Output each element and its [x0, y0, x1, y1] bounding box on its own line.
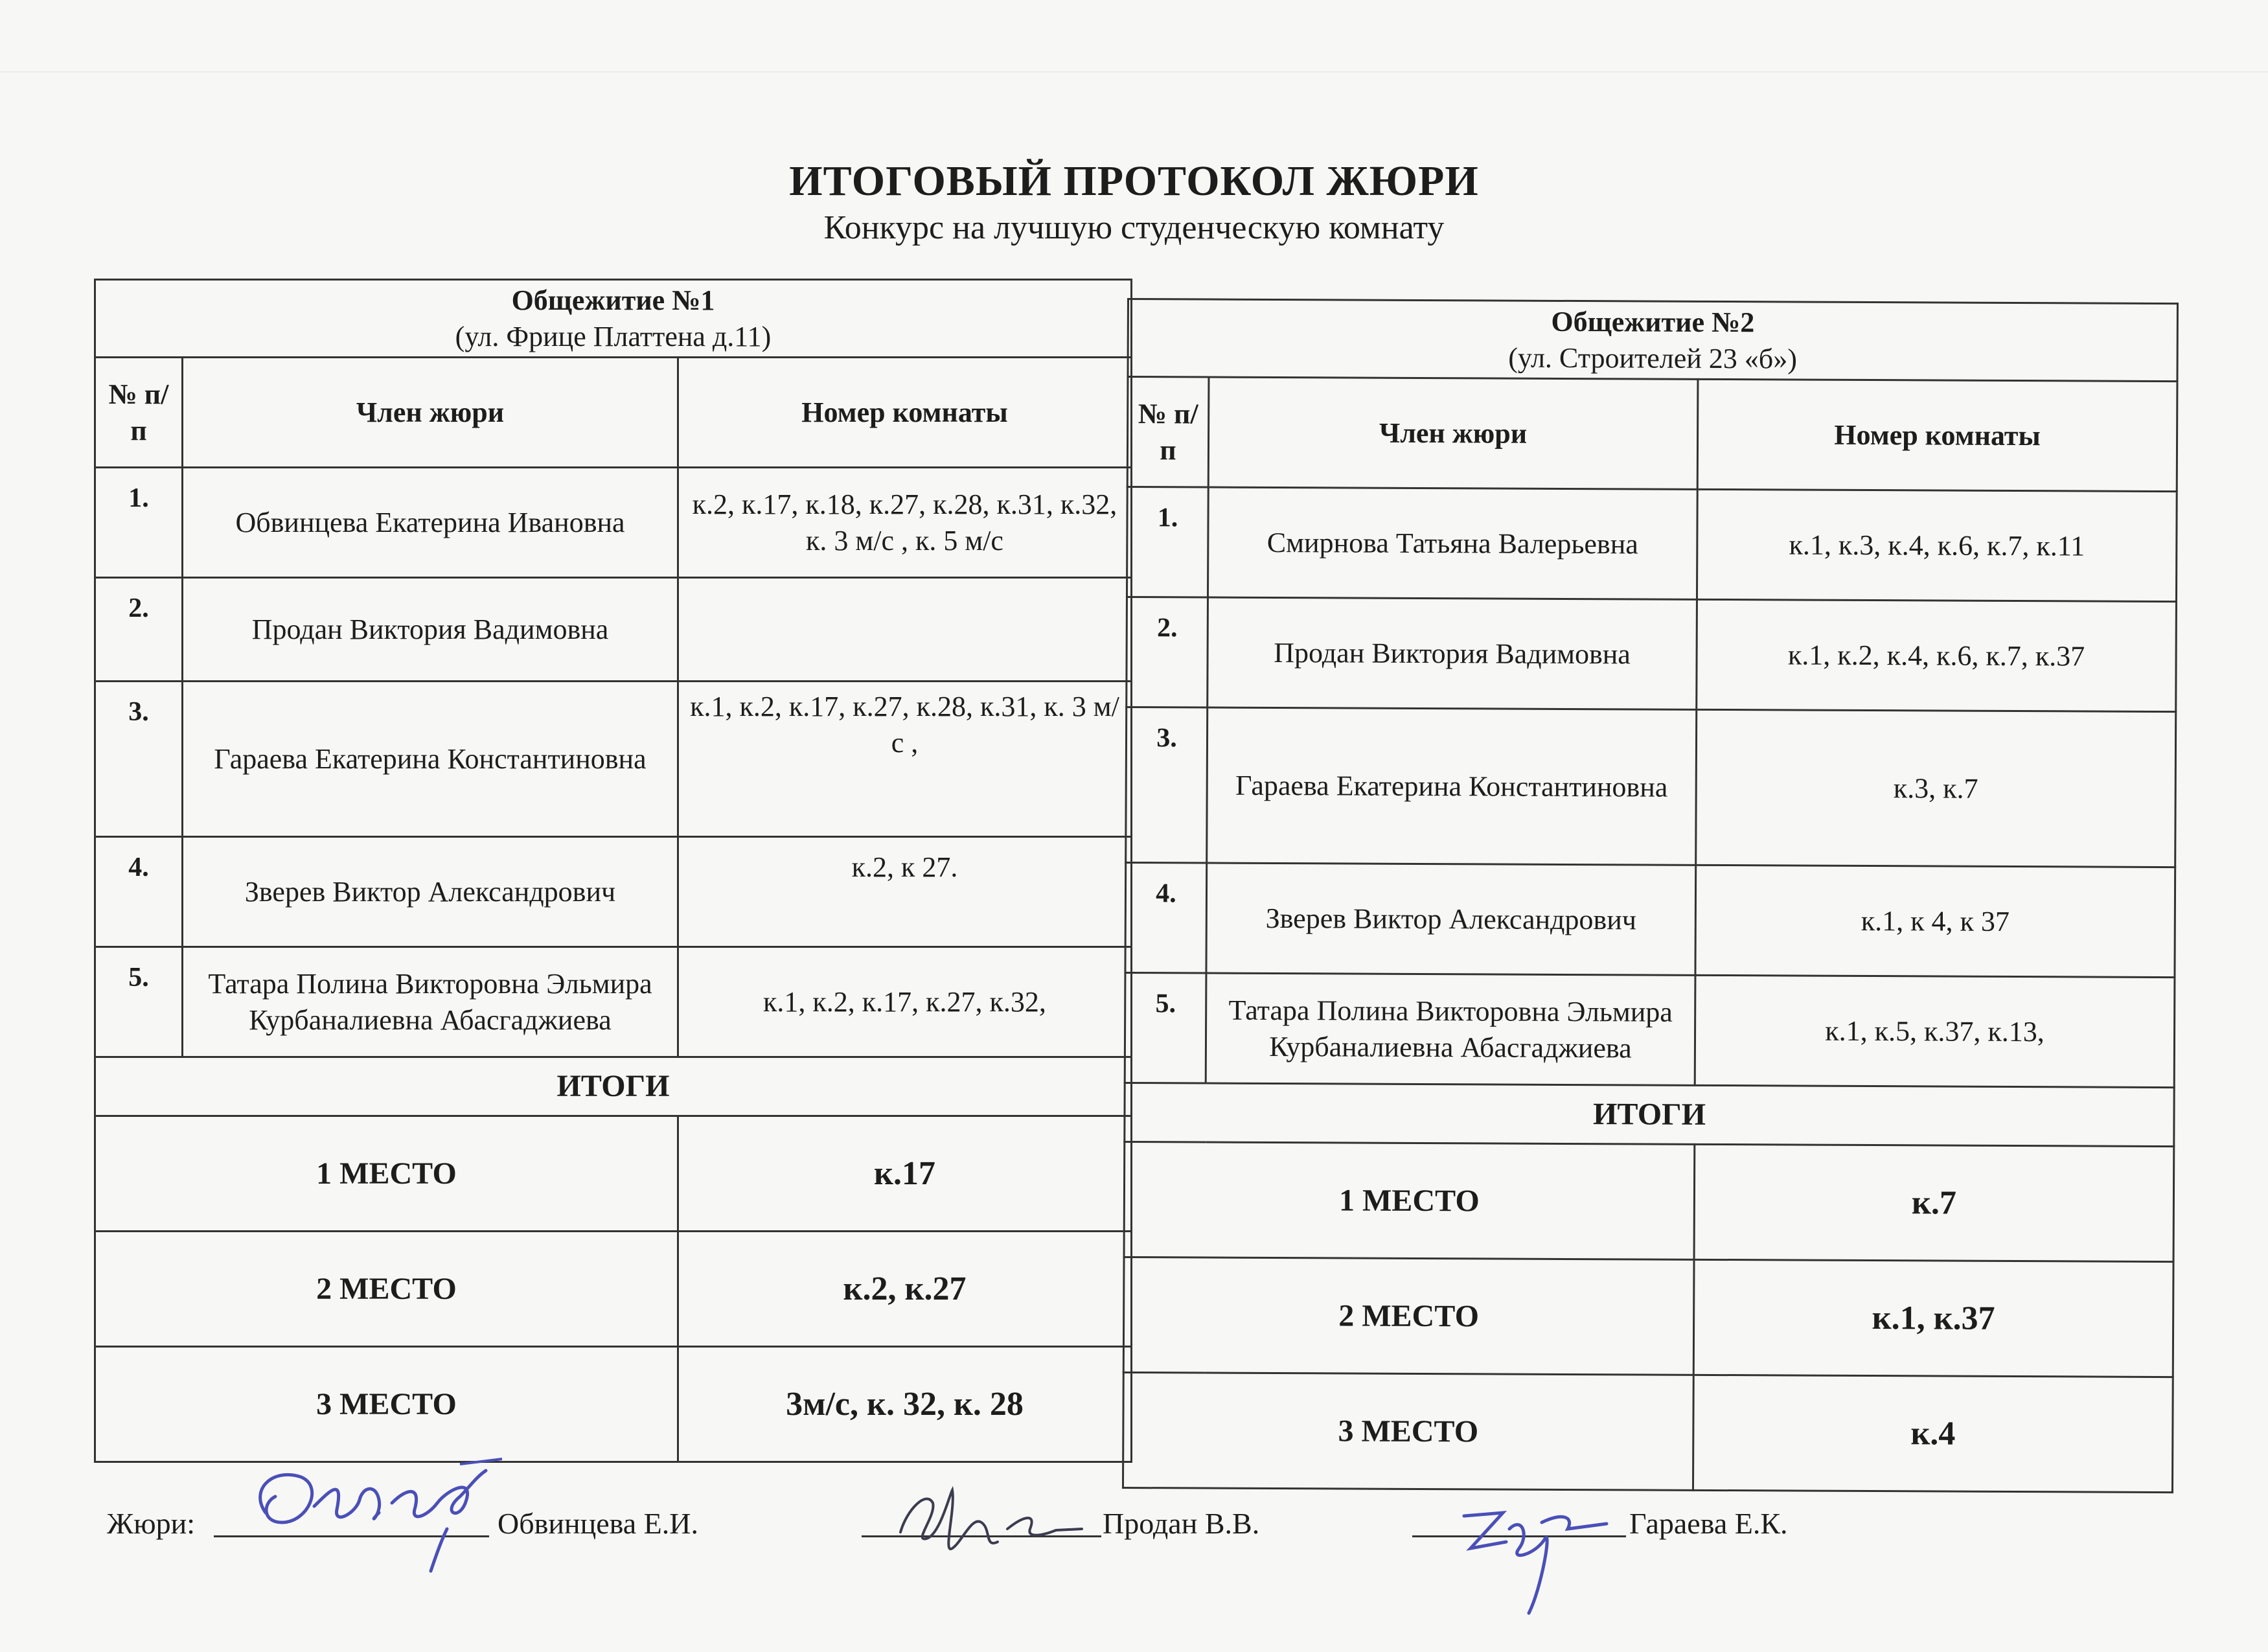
row-num: 5. — [1125, 972, 1206, 1083]
row-num: 1. — [1127, 487, 1208, 598]
row-rooms: к.1, к.2, к.17, к.27, к.28, к.31, к. 3 м/с , — [678, 682, 1132, 837]
title-block — [0, 155, 2268, 249]
result-rooms: к.2, к.27 — [678, 1232, 1132, 1347]
signature-prodan — [888, 1477, 1108, 1561]
result-rooms: к.17 — [678, 1116, 1132, 1232]
row-rooms: к.2, к 27. — [678, 837, 1132, 947]
page-title: ИТОГОВЫЙ ПРОТОКОЛ ЖЮРИ — [789, 157, 1479, 205]
row-member: Гараева Екатерина Константиновна — [183, 682, 678, 837]
signer-1: Обвинцева Е.И. — [498, 1507, 698, 1540]
table-row — [1127, 487, 2177, 602]
row-rooms: к.3, к.7 — [1696, 709, 2176, 867]
dorm1-header — [95, 280, 1132, 358]
result-place: 1 МЕСТО — [1124, 1141, 1695, 1259]
result-row — [95, 1347, 1132, 1462]
row-rooms: к.1, к 4, к 37 — [1695, 865, 2175, 977]
signer-2: Продан В.В. — [1103, 1507, 1260, 1540]
row-num: 3. — [1126, 707, 1208, 864]
dorm2-table — [1122, 298, 2179, 1493]
page-subtitle: Конкурс на лучшую студенческую комнату — [823, 209, 1445, 246]
dorm2-header — [1128, 299, 2178, 382]
result-place: 2 МЕСТО — [95, 1232, 678, 1347]
signature-obvintseva — [246, 1451, 518, 1574]
table-row — [1127, 597, 2177, 712]
result-place: 1 МЕСТО — [95, 1116, 678, 1232]
row-member: Зверев Виктор Александрович — [1206, 863, 1696, 975]
dorm1-address: (ул. Фрице Платтена д.11) — [455, 320, 772, 352]
result-row — [1123, 1372, 2173, 1492]
result-row — [1124, 1141, 2174, 1261]
dorm1-name: Общежитие №1 — [511, 284, 715, 316]
result-rooms: к.4 — [1693, 1375, 2173, 1492]
result-place: 3 МЕСТО — [95, 1347, 678, 1462]
dorm1-results-title: ИТОГИ — [95, 1057, 1132, 1116]
row-rooms: к.1, к.2, к.17, к.27, к.32, — [678, 947, 1132, 1057]
col-member-header: Член жюри — [1208, 377, 1698, 489]
result-rooms: 3м/с, к. 32, к. 28 — [678, 1347, 1132, 1462]
jury-label: Жюри: — [107, 1507, 195, 1540]
result-rooms: к.7 — [1694, 1144, 2174, 1261]
signature-garaeva — [1445, 1477, 1639, 1620]
table-row — [1125, 972, 2175, 1087]
col-rooms-header: Номер комнаты — [1697, 379, 2177, 491]
row-rooms: к.1, к.5, к.37, к.13, — [1695, 975, 2175, 1087]
row-num: 1. — [95, 468, 183, 578]
result-rooms: к.1, к.37 — [1693, 1259, 2173, 1377]
row-rooms: к.1, к.3, к.4, к.6, к.7, к.11 — [1697, 489, 2177, 601]
result-row — [1123, 1257, 2173, 1377]
row-rooms: к.2, к.17, к.18, к.27, к.28, к.31, к.32, к. 3 м/с , к. 5 м/с — [678, 468, 1132, 578]
row-num: 5. — [95, 947, 183, 1057]
result-place: 3 МЕСТО — [1123, 1372, 1693, 1490]
col-member-header: Член жюри — [183, 358, 678, 468]
table-row — [95, 837, 1132, 947]
row-num: 2. — [95, 578, 183, 682]
signer-3: Гараева Е.К. — [1629, 1507, 1788, 1540]
dorm2-address: (ул. Строителей 23 «б») — [1508, 341, 1798, 375]
row-member: Зверев Виктор Александрович — [183, 837, 678, 947]
table-row — [1125, 862, 2175, 977]
row-member: Татара Полина Викторовна Эльмира Курбаналиевна Абасгаджиева — [183, 947, 678, 1057]
row-member: Татара Полина Викторовна Эльмира Курбаналиевна Абасгаджиева — [1206, 973, 1695, 1085]
result-place: 2 МЕСТО — [1123, 1257, 1694, 1375]
page-edge — [0, 71, 2268, 73]
dorm2-results-title: ИТОГИ — [1125, 1083, 2174, 1146]
row-rooms — [678, 578, 1132, 682]
row-member: Продан Виктория Вадимовна — [183, 578, 678, 682]
table-row — [1126, 707, 2176, 867]
col-rooms-header: Номер комнаты — [678, 358, 1132, 468]
table-row — [95, 468, 1132, 578]
row-num: 2. — [1127, 597, 1208, 708]
dorm1-table — [94, 279, 1132, 1463]
table-row — [95, 947, 1132, 1057]
col-num-header: № п/п — [95, 358, 183, 468]
row-member: Смирнова Татьяна Валерьевна — [1208, 487, 1697, 599]
table-row — [95, 682, 1132, 837]
col-num-header: № п/п — [1127, 377, 1209, 488]
row-member: Обвинцева Екатерина Ивановна — [183, 468, 678, 578]
table-row — [95, 578, 1132, 682]
result-row — [95, 1116, 1132, 1232]
result-row — [95, 1232, 1132, 1347]
row-num: 3. — [95, 682, 183, 837]
row-member: Гараева Екатерина Константиновна — [1207, 707, 1697, 865]
row-num: 4. — [1125, 862, 1207, 973]
signature-footer — [0, 1490, 2268, 1620]
dorm2-name: Общежитие №2 — [1551, 305, 1755, 338]
row-num: 4. — [95, 837, 183, 947]
row-member: Продан Виктория Вадимовна — [1208, 597, 1697, 709]
row-rooms: к.1, к.2, к.4, к.6, к.7, к.37 — [1697, 599, 2177, 711]
